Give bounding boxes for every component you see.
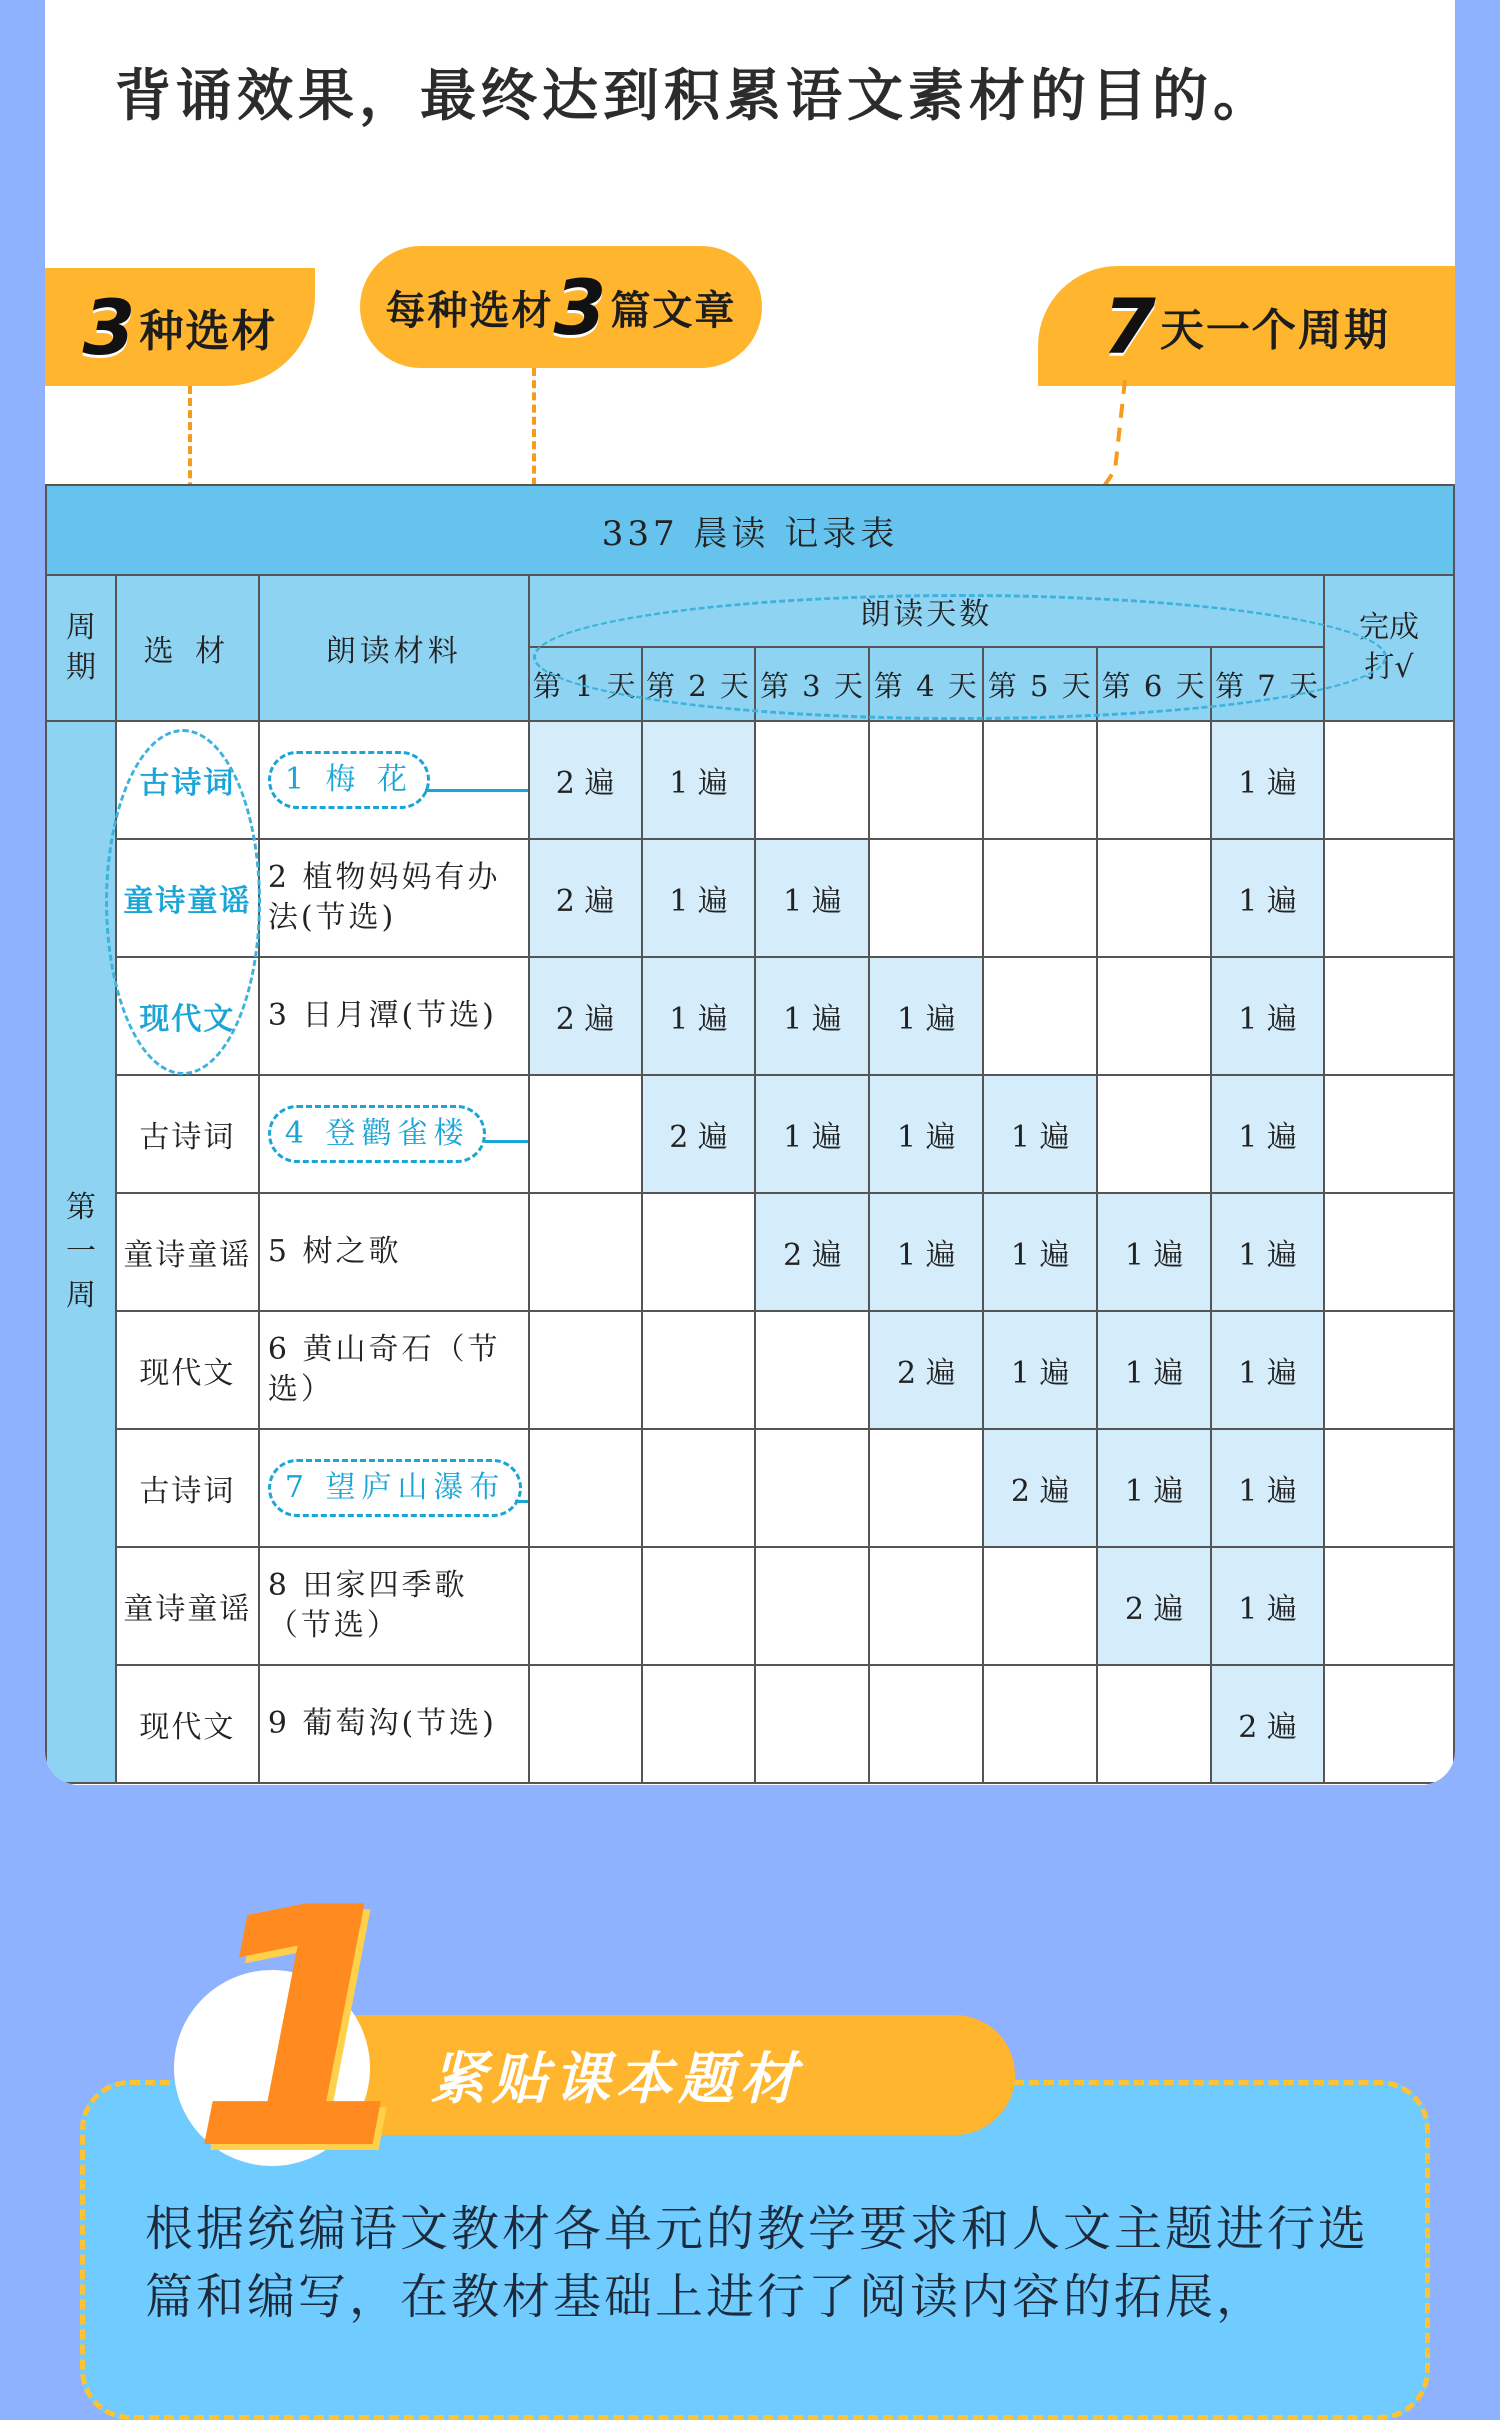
day-cell xyxy=(755,1665,869,1783)
day-cell: 1 遍 xyxy=(755,1075,869,1193)
header-category: 选 材 xyxy=(116,575,259,721)
day-cell: 2 遍 xyxy=(869,1311,983,1429)
day-cell xyxy=(983,839,1097,957)
day-cell xyxy=(755,1311,869,1429)
intro-text: 背诵效果，最终达到积累语文素材的目的。 xyxy=(115,64,1274,129)
table-row xyxy=(46,1547,1454,1665)
day-cell xyxy=(869,1547,983,1665)
done-checkbox-cell[interactable] xyxy=(1324,1311,1454,1429)
tag1-text: 种选材 xyxy=(139,306,278,357)
day-cell: 1 遍 xyxy=(1211,957,1324,1075)
tag-three-types xyxy=(45,268,315,386)
day-cell xyxy=(869,1429,983,1547)
day-cell xyxy=(529,1075,642,1193)
day-cell xyxy=(869,721,983,839)
day-cell: 1 遍 xyxy=(1097,1429,1211,1547)
header-day-1: 第 1 天 xyxy=(529,647,642,721)
day-cell xyxy=(642,1429,756,1547)
header-day-5: 第 5 天 xyxy=(983,647,1097,721)
material-cell xyxy=(259,721,529,839)
day-cell: 1 遍 xyxy=(1211,839,1324,957)
day-cell: 2 遍 xyxy=(529,721,642,839)
day-cell: 1 遍 xyxy=(1211,1193,1324,1311)
done-checkbox-cell[interactable] xyxy=(1324,1075,1454,1193)
week-label: 第 一 周 xyxy=(46,721,116,1783)
header-day-2: 第 2 天 xyxy=(642,647,756,721)
day-cell xyxy=(529,1429,642,1547)
day-cell: 1 遍 xyxy=(869,1193,983,1311)
header-day-7: 第 7 天 xyxy=(1211,647,1324,721)
day-cell: 2 遍 xyxy=(642,1075,756,1193)
day-cell: 1 遍 xyxy=(983,1193,1097,1311)
category-cell: 童诗童谣 xyxy=(116,1547,259,1665)
header-day-6: 第 6 天 xyxy=(1097,647,1211,721)
done-checkbox-cell[interactable] xyxy=(1324,1665,1454,1783)
record-table-box xyxy=(45,484,1455,1785)
tag2-pre: 每种选材 xyxy=(385,287,554,334)
day-cell: 1 遍 xyxy=(1211,1547,1324,1665)
categories-oval xyxy=(105,729,261,1075)
done-checkbox-cell[interactable] xyxy=(1324,721,1454,839)
material-cell xyxy=(259,1429,529,1547)
day-cell: 2 遍 xyxy=(755,1193,869,1311)
header-done: 完成 打√ xyxy=(1324,575,1454,721)
day-cell: 1 遍 xyxy=(869,1075,983,1193)
day-cell: 2 遍 xyxy=(983,1429,1097,1547)
day-cell xyxy=(1097,839,1211,957)
day-cell xyxy=(869,1665,983,1783)
day-cell xyxy=(642,1311,756,1429)
tag-three-articles xyxy=(360,246,762,368)
category-cell: 现代文 xyxy=(116,957,259,1075)
section1-body: 根据统编语文教材各单元的教学要求和人文主题进行选篇和编写，在教材基础上进行了阅读内容的拓展， xyxy=(145,2201,1370,2325)
section1-title: 紧贴课本题材 xyxy=(300,2015,1015,2135)
day-cell xyxy=(983,1665,1097,1783)
done-checkbox-cell[interactable] xyxy=(1324,839,1454,957)
days-oval xyxy=(533,594,1387,720)
table-row xyxy=(46,1665,1454,1783)
day-cell xyxy=(1097,1665,1211,1783)
day-cell xyxy=(755,721,869,839)
done-checkbox-cell[interactable] xyxy=(1324,1429,1454,1547)
day-cell: 1 遍 xyxy=(642,839,756,957)
day-cell xyxy=(755,1429,869,1547)
day-cell: 1 遍 xyxy=(983,1311,1097,1429)
link-line-1 xyxy=(425,789,528,792)
category-cell: 现代文 xyxy=(116,1665,259,1783)
table-row xyxy=(46,1075,1454,1193)
day-cell xyxy=(529,1193,642,1311)
day-cell xyxy=(1097,957,1211,1075)
day-cell: 2 遍 xyxy=(1097,1547,1211,1665)
tag-seven-days xyxy=(1038,266,1455,386)
tag1-number: 3 xyxy=(82,282,136,372)
day-cell: 1 遍 xyxy=(642,957,756,1075)
table-title: 337 晨读 记录表 xyxy=(46,485,1454,575)
day-cell xyxy=(983,721,1097,839)
day-cell: 1 遍 xyxy=(1211,721,1324,839)
category-cell: 古诗词 xyxy=(116,1429,259,1547)
day-cell: 2 遍 xyxy=(1211,1665,1324,1783)
category-cell: 现代文 xyxy=(116,1311,259,1429)
day-cell: 1 遍 xyxy=(869,957,983,1075)
done-checkbox-cell[interactable] xyxy=(1324,957,1454,1075)
day-cell: 1 遍 xyxy=(1211,1075,1324,1193)
day-cell: 1 遍 xyxy=(1211,1429,1324,1547)
day-cell xyxy=(642,1547,756,1665)
day-cell xyxy=(642,1193,756,1311)
tag3-text: 天一个周期 xyxy=(1159,305,1390,356)
material-cell: 8 田家四季歌（节选） xyxy=(259,1547,529,1665)
category-cell: 童诗童谣 xyxy=(116,839,259,957)
table-row xyxy=(46,721,1454,839)
material-title: 1 梅 花 xyxy=(268,751,430,809)
day-cell xyxy=(983,1547,1097,1665)
section1-number: 1 xyxy=(190,1838,420,2222)
category-cell: 古诗词 xyxy=(116,1075,259,1193)
table-row xyxy=(46,1429,1454,1547)
table-row xyxy=(46,1193,1454,1311)
material-cell: 5 树之歌 xyxy=(259,1193,529,1311)
done-checkbox-cell[interactable] xyxy=(1324,1193,1454,1311)
day-cell: 1 遍 xyxy=(642,721,756,839)
day-cell xyxy=(983,957,1097,1075)
done-checkbox-cell[interactable] xyxy=(1324,1547,1454,1665)
header-days: 朗读天数 xyxy=(529,575,1324,647)
day-cell xyxy=(1097,721,1211,839)
day-cell xyxy=(869,839,983,957)
tag2-post: 篇文章 xyxy=(610,287,737,334)
material-cell: 9 葡萄沟(节选) xyxy=(259,1665,529,1783)
day-cell: 1 遍 xyxy=(755,839,869,957)
day-cell: 1 遍 xyxy=(755,957,869,1075)
category-cell: 童诗童谣 xyxy=(116,1193,259,1311)
section1-badge xyxy=(150,1838,420,2222)
table-row xyxy=(46,957,1454,1075)
day-cell: 1 遍 xyxy=(1211,1311,1324,1429)
day-cell xyxy=(529,1665,642,1783)
header-day-4: 第 4 天 xyxy=(869,647,983,721)
day-cell: 1 遍 xyxy=(983,1075,1097,1193)
table-row xyxy=(46,1311,1454,1429)
day-cell xyxy=(1097,1075,1211,1193)
day-cell: 1 遍 xyxy=(1097,1311,1211,1429)
day-cell xyxy=(642,1665,756,1783)
material-cell: 6 黄山奇石（节选） xyxy=(259,1311,529,1429)
day-cell xyxy=(529,1547,642,1665)
material-title: 4 登鹳雀楼 xyxy=(268,1105,487,1163)
category-cell: 古诗词 xyxy=(116,721,259,839)
connector-articles xyxy=(532,368,536,498)
day-cell: 2 遍 xyxy=(529,839,642,957)
day-cell: 1 遍 xyxy=(1097,1193,1211,1311)
day-cell xyxy=(529,1311,642,1429)
header-material: 朗读材料 xyxy=(259,575,529,721)
day-cell: 2 遍 xyxy=(529,957,642,1075)
day-cell xyxy=(755,1547,869,1665)
header-week: 周 期 xyxy=(46,575,116,721)
tag2-number: 3 xyxy=(553,262,607,352)
tag3-number: 7 xyxy=(1103,281,1156,371)
header-day-3: 第 3 天 xyxy=(755,647,869,721)
material-cell xyxy=(259,1075,529,1193)
material-title: 7 望庐山瀑布 xyxy=(268,1459,523,1517)
material-cell: 3 日月潭(节选) xyxy=(259,957,529,1075)
link-line-7 xyxy=(515,1500,528,1503)
material-cell: 2 植物妈妈有办法(节选) xyxy=(259,839,529,957)
link-line-4 xyxy=(485,1140,528,1143)
